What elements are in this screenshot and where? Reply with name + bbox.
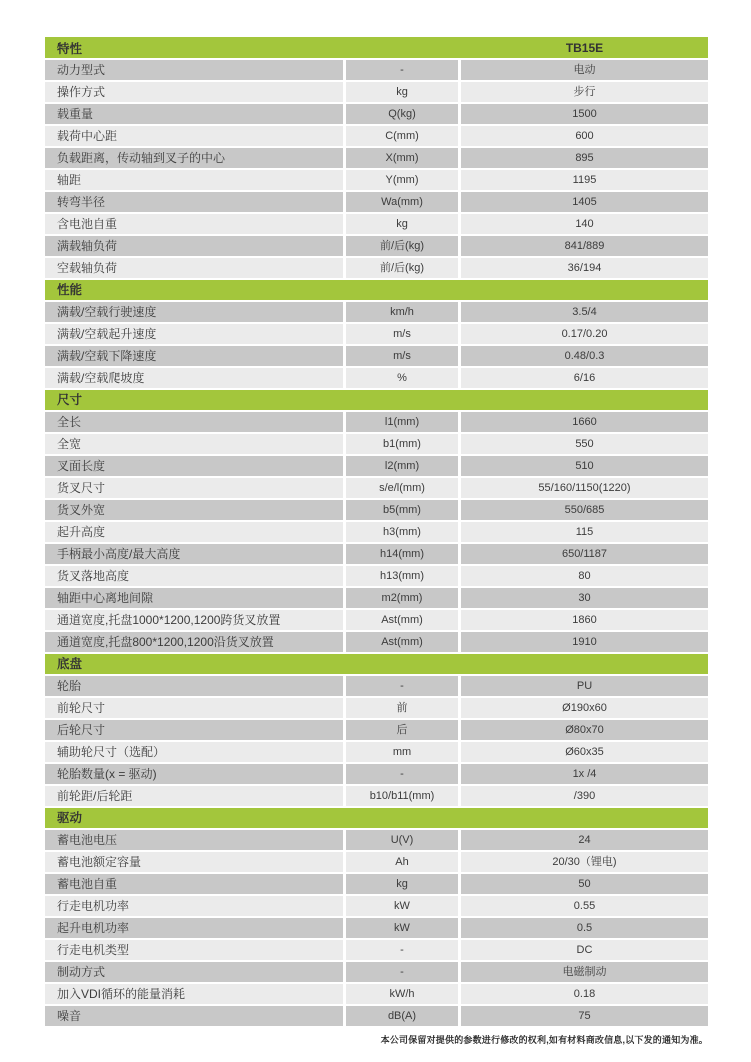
spec-row (45, 720, 708, 740)
disclaimer-text: 本公司保留对提供的参数进行修改的权利,如有材料商改信息,以下发的通知为准。 (380, 1035, 708, 1045)
spec-label: 前轮尺寸 (45, 698, 343, 718)
spec-row (45, 698, 708, 718)
spec-unit: - (346, 60, 458, 80)
spec-label: 行走电机类型 (45, 940, 343, 960)
spec-unit: l2(mm) (346, 456, 458, 476)
spec-label: 含电池自重 (45, 214, 343, 234)
section-title: 性能 (45, 280, 708, 300)
spec-label: 轴距 (45, 170, 343, 190)
spec-value: 510 (461, 456, 708, 476)
spec-value: 1660 (461, 412, 708, 432)
spec-row (45, 918, 708, 938)
spec-value: 1405 (461, 192, 708, 212)
spec-unit: s/e/l(mm) (346, 478, 458, 498)
spec-row (45, 302, 708, 322)
spec-row (45, 852, 708, 872)
spec-unit: Ast(mm) (346, 610, 458, 630)
spec-value: 80 (461, 566, 708, 586)
spec-unit: b5(mm) (346, 500, 458, 520)
spec-value: 电动 (461, 60, 708, 80)
spec-unit: C(mm) (346, 126, 458, 146)
spec-row (45, 60, 708, 80)
spec-unit: l1(mm) (346, 412, 458, 432)
spec-unit: kg (346, 82, 458, 102)
table-header-row (45, 37, 708, 58)
spec-value: 841/889 (461, 236, 708, 256)
spec-value: Ø190x60 (461, 698, 708, 718)
spec-row (45, 148, 708, 168)
spec-label: 满载/空载行驶速度 (45, 302, 343, 322)
spec-label: 全宽 (45, 434, 343, 454)
section-title: 底盘 (45, 654, 708, 674)
spec-unit: Wa(mm) (346, 192, 458, 212)
model-column-header: TB15E (565, 40, 604, 55)
spec-value: 140 (461, 214, 708, 234)
spec-unit: Ah (346, 852, 458, 872)
spec-label: 制动方式 (45, 962, 343, 982)
spec-unit: 前/后(kg) (346, 258, 458, 278)
spec-label: 货叉外宽 (45, 500, 343, 520)
section-title: 驱动 (45, 808, 708, 828)
spec-row (45, 962, 708, 982)
spec-label: 叉面长度 (45, 456, 343, 476)
spec-value: 电磁制动 (461, 962, 708, 982)
spec-value: 0.18 (461, 984, 708, 1004)
spec-row (45, 632, 708, 652)
spec-value: 0.17/0.20 (461, 324, 708, 344)
spec-row (45, 170, 708, 190)
spec-value: 895 (461, 148, 708, 168)
spec-unit: b10/b11(mm) (346, 786, 458, 806)
spec-label: 行走电机功率 (45, 896, 343, 916)
spec-value: 0.5 (461, 918, 708, 938)
spec-row (45, 742, 708, 762)
spec-value: 1860 (461, 610, 708, 630)
spec-label: 货叉尺寸 (45, 478, 343, 498)
spec-row (45, 874, 708, 894)
spec-unit: km/h (346, 302, 458, 322)
section-title: 尺寸 (45, 390, 708, 410)
spec-label: 满载/空载爬坡度 (45, 368, 343, 388)
spec-unit: kW (346, 918, 458, 938)
spec-unit: Q(kg) (346, 104, 458, 124)
spec-unit: kW/h (346, 984, 458, 1004)
spec-row (45, 1006, 708, 1026)
spec-label: 操作方式 (45, 82, 343, 102)
spec-value: 6/16 (461, 368, 708, 388)
spec-row (45, 82, 708, 102)
spec-unit: b1(mm) (346, 434, 458, 454)
spec-label: 加入VDI循环的能量消耗 (45, 984, 343, 1004)
spec-value: Ø60x35 (461, 742, 708, 762)
spec-label: 载重量 (45, 104, 343, 124)
spec-label: 前轮距/后轮距 (45, 786, 343, 806)
spec-row (45, 940, 708, 960)
spec-row (45, 192, 708, 212)
spec-value: 550 (461, 434, 708, 454)
spec-unit: h3(mm) (346, 522, 458, 542)
spec-label: 起升高度 (45, 522, 343, 542)
spec-table (45, 37, 708, 1028)
spec-unit: Ast(mm) (346, 632, 458, 652)
spec-unit: h14(mm) (346, 544, 458, 564)
spec-unit: - (346, 676, 458, 696)
spec-label: 全长 (45, 412, 343, 432)
spec-value: 0.48/0.3 (461, 346, 708, 366)
spec-value: 1500 (461, 104, 708, 124)
spec-unit: kg (346, 874, 458, 894)
spec-row (45, 610, 708, 630)
spec-row (45, 830, 708, 850)
spec-value: 30 (461, 588, 708, 608)
spec-unit: 后 (346, 720, 458, 740)
spec-value: 0.55 (461, 896, 708, 916)
spec-row (45, 588, 708, 608)
spec-label: 辅助轮尺寸（选配） (45, 742, 343, 762)
spec-unit: m/s (346, 346, 458, 366)
spec-label: 轮胎 (45, 676, 343, 696)
spec-value: Ø80x70 (461, 720, 708, 740)
spec-label: 轴距中心离地间隙 (45, 588, 343, 608)
spec-unit: - (346, 940, 458, 960)
spec-value: 24 (461, 830, 708, 850)
spec-value: PU (461, 676, 708, 696)
spec-unit: m/s (346, 324, 458, 344)
spec-row (45, 104, 708, 124)
spec-row (45, 258, 708, 278)
spec-value: 550/685 (461, 500, 708, 520)
spec-row (45, 566, 708, 586)
spec-unit: X(mm) (346, 148, 458, 168)
spec-label: 轮胎数量(x = 驱动) (45, 764, 343, 784)
spec-row (45, 786, 708, 806)
spec-row (45, 346, 708, 366)
spec-value: 75 (461, 1006, 708, 1026)
spec-row (45, 896, 708, 916)
spec-label: 货叉落地高度 (45, 566, 343, 586)
spec-row (45, 764, 708, 784)
spec-unit: dB(A) (346, 1006, 458, 1026)
spec-label: 满载轴负荷 (45, 236, 343, 256)
spec-label: 满载/空载起升速度 (45, 324, 343, 344)
spec-row (45, 126, 708, 146)
feature-column-header: 特性 (57, 41, 83, 56)
spec-row (45, 214, 708, 234)
spec-row (45, 456, 708, 476)
spec-label: 载荷中心距 (45, 126, 343, 146)
spec-row (45, 236, 708, 256)
spec-unit: 前 (346, 698, 458, 718)
spec-label: 满载/空载下降速度 (45, 346, 343, 366)
spec-label: 手柄最小高度/最大高度 (45, 544, 343, 564)
spec-label: 起升电机功率 (45, 918, 343, 938)
spec-value: 115 (461, 522, 708, 542)
spec-unit: kW (346, 896, 458, 916)
spec-label: 通道宽度,托盘1000*1200,1200跨货叉放置 (45, 610, 343, 630)
spec-value: 1x /4 (461, 764, 708, 784)
spec-label: 转弯半径 (45, 192, 343, 212)
spec-unit: - (346, 962, 458, 982)
spec-unit: h13(mm) (346, 566, 458, 586)
spec-value: 55/160/1150(1220) (461, 478, 708, 498)
spec-value: 1195 (461, 170, 708, 190)
spec-label: 动力型式 (45, 60, 343, 80)
spec-unit: U(V) (346, 830, 458, 850)
spec-unit: kg (346, 214, 458, 234)
spec-row (45, 522, 708, 542)
spec-row (45, 676, 708, 696)
spec-value: /390 (461, 786, 708, 806)
spec-value: 1910 (461, 632, 708, 652)
spec-row (45, 500, 708, 520)
spec-value: 36/194 (461, 258, 708, 278)
spec-unit: % (346, 368, 458, 388)
spec-label: 通道宽度,托盘800*1200,1200沿货叉放置 (45, 632, 343, 652)
spec-unit: mm (346, 742, 458, 762)
spec-label: 后轮尺寸 (45, 720, 343, 740)
spec-label: 空载轴负荷 (45, 258, 343, 278)
spec-value: 600 (461, 126, 708, 146)
spec-value: 50 (461, 874, 708, 894)
spec-label: 噪音 (45, 1006, 343, 1026)
spec-label: 蓄电池电压 (45, 830, 343, 850)
spec-row (45, 434, 708, 454)
spec-row (45, 324, 708, 344)
spec-unit: Y(mm) (346, 170, 458, 190)
spec-table-body (45, 60, 708, 1026)
spec-unit: 前/后(kg) (346, 236, 458, 256)
spec-value: 20/30（锂电) (461, 852, 708, 872)
spec-row (45, 984, 708, 1004)
spec-value: DC (461, 940, 708, 960)
spec-unit: - (346, 764, 458, 784)
spec-value: 步行 (461, 82, 708, 102)
spec-value: 650/1187 (461, 544, 708, 564)
spec-label: 负载距离，传动轴到叉子的中心 (45, 148, 343, 168)
spec-row (45, 478, 708, 498)
spec-label: 蓄电池自重 (45, 874, 343, 894)
spec-row (45, 544, 708, 564)
spec-row (45, 368, 708, 388)
spec-unit: m2(mm) (346, 588, 458, 608)
spec-row (45, 412, 708, 432)
spec-label: 蓄电池额定容量 (45, 852, 343, 872)
spec-value: 3.5/4 (461, 302, 708, 322)
